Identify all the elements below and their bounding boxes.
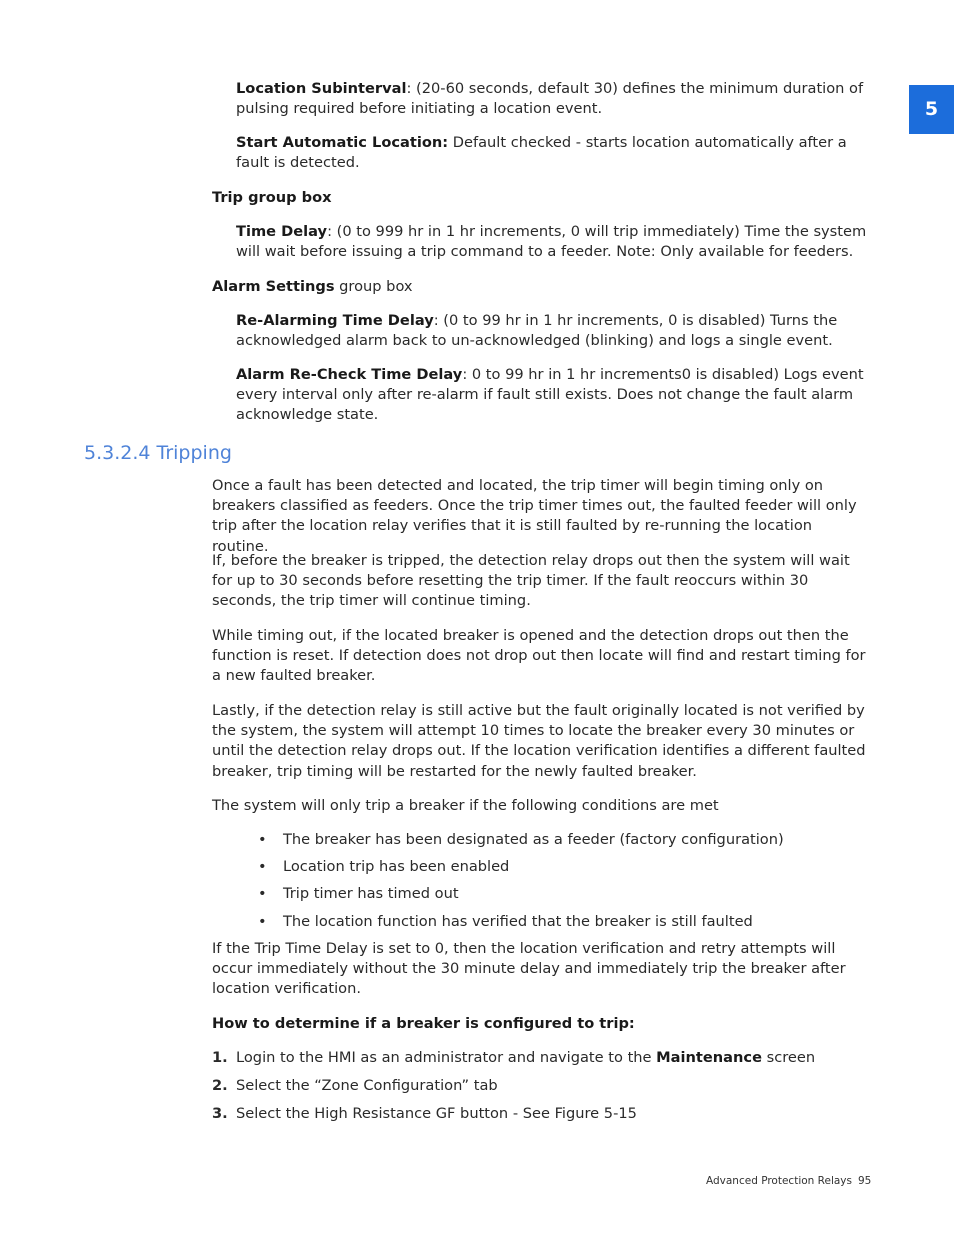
step-item [212,1076,498,1096]
alarm-recheck-text: : 0 to 99 hr in 1 hr increments0 is disabled) Logs event every interval only after re-alarm if fault still exists. Does not change the fault alarm acknowledge state. [236,366,864,424]
location-subinterval-term: Location Subinterval [236,80,407,97]
after-bullets-paragraph: If the Trip Time Delay is set to 0, then the location verification and retry attempts will occur immediately without the 30 minute delay and immediately trip the breaker after location verification. [212,940,846,998]
step-text: Login to the HMI as an administrator and navigate to the [236,1049,657,1066]
start-automatic-location-paragraph [236,133,870,173]
alarm-settings-heading [212,277,870,297]
bullet-icon: • [258,913,267,930]
list-item-text: Location trip has been enabled [283,858,510,875]
page-number: 95 [858,1175,872,1187]
section-heading: 5.3.2.4 Tripping [84,442,232,464]
list-item-text: The location function has verified that the breaker is still faulted [283,913,753,930]
re-alarming-paragraph [236,311,870,351]
trip-group-box-heading [212,188,870,208]
step-number: 3. [212,1105,228,1122]
step-text: Select the “Zone Configuration” tab [236,1077,498,1094]
time-delay-term: Time Delay [236,223,328,240]
alarm-settings-text: group box [334,278,413,295]
trip-group-box-term: Trip group box [212,189,332,206]
re-alarming-text: : (0 to 99 hr in 1 hr increments, 0 is disabled) Turns the acknowledged alarm back to un-acknowledged (blinking) and logs a single event. [236,312,838,350]
list-item-text: The breaker has been designated as a feeder (factory configuration) [283,831,784,848]
alarm-recheck-term: Alarm Re-Check Time Delay [236,366,463,383]
body-paragraph: Once a fault has been detected and located, the trip timer will begin timing only on breakers classified as feeders. Once the trip timer times out, the faulted feeder will only trip after the location relay verifies that it is still faulted by re-running the location routine. [212,477,857,555]
step-item [212,1048,815,1068]
location-subinterval-paragraph [236,79,870,119]
step-number: 1. [212,1049,228,1066]
re-alarming-term: Re-Alarming Time Delay [236,312,434,329]
bullet-icon: • [258,831,267,848]
alarm-settings-term: Alarm Settings [212,278,335,295]
location-subinterval-text: : (20-60 seconds, default 30) defines the minimum duration of pulsing required before initiating a location event. [236,80,864,118]
step-item [212,1104,637,1124]
step-number: 2. [212,1077,228,1094]
time-delay-paragraph [236,222,870,262]
alarm-recheck-paragraph [236,365,870,426]
footer-title: Advanced Protection Relays [706,1175,852,1187]
how-to-heading [212,1014,870,1034]
time-delay-text: : (0 to 999 hr in 1 hr increments, 0 will trip immediately) Time the system will wait before issuing a trip command to a feeder. Note: Only available for feeders. [236,223,867,261]
body-paragraph: While timing out, if the located breaker is opened and the detection drops out then the function is reset. If detection does not drop out then locate will find and restart timing for a new faulted breaker. [212,627,866,685]
how-to-heading-text: How to determine if a breaker is configured to trip: [212,1015,635,1032]
step-text: Select the High Resistance GF button - See Figure 5-15 [236,1105,637,1122]
bullet-icon: • [258,858,267,875]
step-text: screen [761,1049,816,1066]
list-item-text: Trip timer has timed out [283,885,459,902]
step-bold-text: Maintenance [656,1049,762,1066]
body-paragraph: Lastly, if the detection relay is still active but the fault originally located is not verified by the system, the system will attempt 10 times to locate the breaker every 30 minutes or until the detection relay drops out. If the location verification identifies a different faulted breaker, trip timing will be restarted for the newly faulted breaker. [212,702,866,780]
body-paragraph: If, before the breaker is tripped, the detection relay drops out then the system will wait for up to 30 seconds before resetting the trip timer. If the fault reoccurs within 30 seconds, the trip timer will continue timing. [212,552,850,610]
start-automatic-location-term: Start Automatic Location: [236,134,449,151]
body-paragraph: The system will only trip a breaker if the following conditions are met [212,797,719,814]
bullet-icon: • [258,885,267,902]
chapter-tab: 5 [909,85,954,134]
start-automatic-location-text: Default checked - starts location automatically after a fault is detected. [236,134,847,172]
